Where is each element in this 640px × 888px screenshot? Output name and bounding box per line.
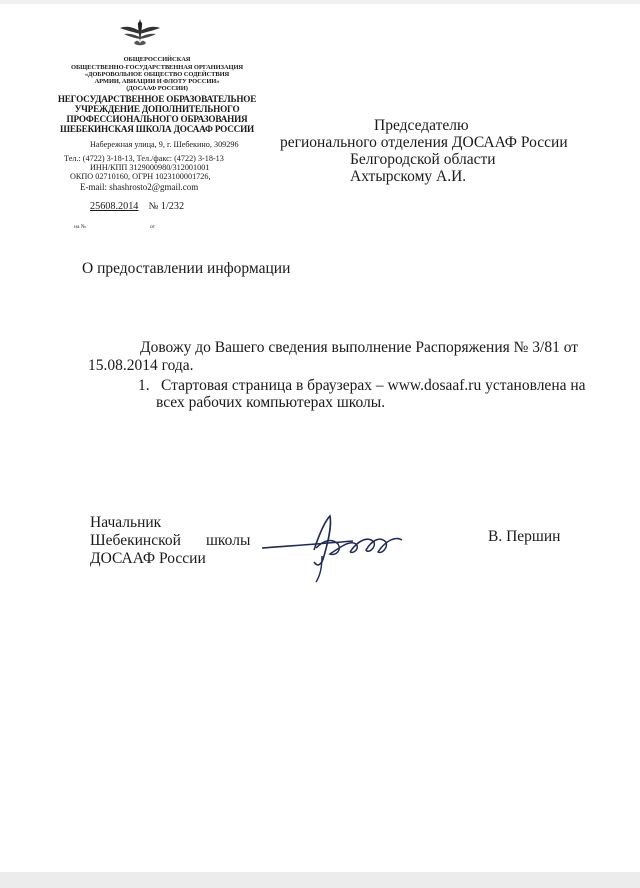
school-line-1: НЕГОСУДАРСТВЕННОЕ ОБРАЗОВАТЕЛЬНОЕ	[57, 94, 257, 104]
ot-label: от	[150, 224, 156, 230]
outgoing-date: 25608.2014	[90, 201, 139, 212]
recipient-line-3: Белгородской области	[350, 151, 496, 168]
address-line-2: Тел.: (4722) 3-18-13, Тел./факс: (4722) 3-18-13	[64, 154, 224, 163]
org-line-4: АРМИИ, АВИАЦИИ И ФЛОТУ РОССИИ»	[94, 78, 220, 85]
signer-name: В. Першин	[488, 528, 561, 545]
school-line-4: ШЕБЕКИНСКАЯ ШКОЛА ДОСААФ РОССИИ	[59, 124, 255, 134]
address-line-1: Набережная улица, 9, г. Шебекино, 309296	[90, 140, 239, 149]
org-line-1: ОБЩЕРОССИЙСКАЯ	[123, 56, 191, 63]
body-line-1: Довожу до Вашего сведения выполнение Распоряжения № 3/81 от	[140, 339, 579, 356]
address-line-3: ИНН/КПП 3129000980/312001001	[90, 163, 210, 172]
list-item-number: 1.	[138, 377, 150, 394]
list-item-line-1: Стартовая страница в браузерах – www.dosaaf.ru установлена на	[161, 377, 586, 394]
email-line: E-mail: shashrosto2@gmail.com	[80, 182, 199, 192]
signer-title-line-3: ДОСААФ России	[90, 550, 206, 567]
handwritten-signature	[258, 510, 418, 585]
recipient-line-4: Ахтырскому А.И.	[350, 168, 467, 185]
school-line-2: УЧРЕЖДЕНИЕ ДОПОЛНИТЕЛЬНОГО	[74, 104, 240, 114]
signer-title-line-2b: школы	[206, 532, 251, 549]
scan-edge-top	[0, 0, 640, 4]
school-line-3: ПРОФЕССИОНАЛЬНОГО ОБРАЗОВАНИЯ	[66, 114, 248, 124]
body-line-2: 15.08.2014 года.	[88, 357, 194, 374]
outgoing-number: № 1/232	[148, 201, 185, 212]
letter-subject: О предоставлении информации	[82, 260, 291, 277]
outgoing-date-number	[90, 201, 184, 212]
list-item-line-2: всех рабочих компьютерах школы.	[156, 394, 386, 411]
recipient-line-1: Председателю	[374, 117, 469, 134]
scan-edge-bottom	[0, 872, 640, 888]
dosaaf-emblem-icon	[118, 16, 162, 48]
org-line-2: ОБЩЕСТВЕННО-ГОСУДАРСТВЕННАЯ ОРГАНИЗАЦИЯ	[70, 64, 244, 71]
org-line-3: «ДОБРОВОЛЬНОЕ ОБЩЕСТВО СОДЕЙСТВИЯ	[84, 71, 230, 78]
reference-line	[74, 224, 156, 230]
address-line-4: ОКПО 02710160, ОГРН 1023100001726,	[70, 172, 211, 181]
signer-title-line-1: Начальник	[90, 514, 162, 531]
signer-title-line-2a: Шебекинской	[90, 532, 181, 549]
recipient-line-2: регионального отделения ДОСААФ России	[280, 134, 568, 151]
na-label: на №	[74, 224, 87, 230]
org-line-5: (ДОСААФ РОССИИ)	[126, 85, 188, 92]
